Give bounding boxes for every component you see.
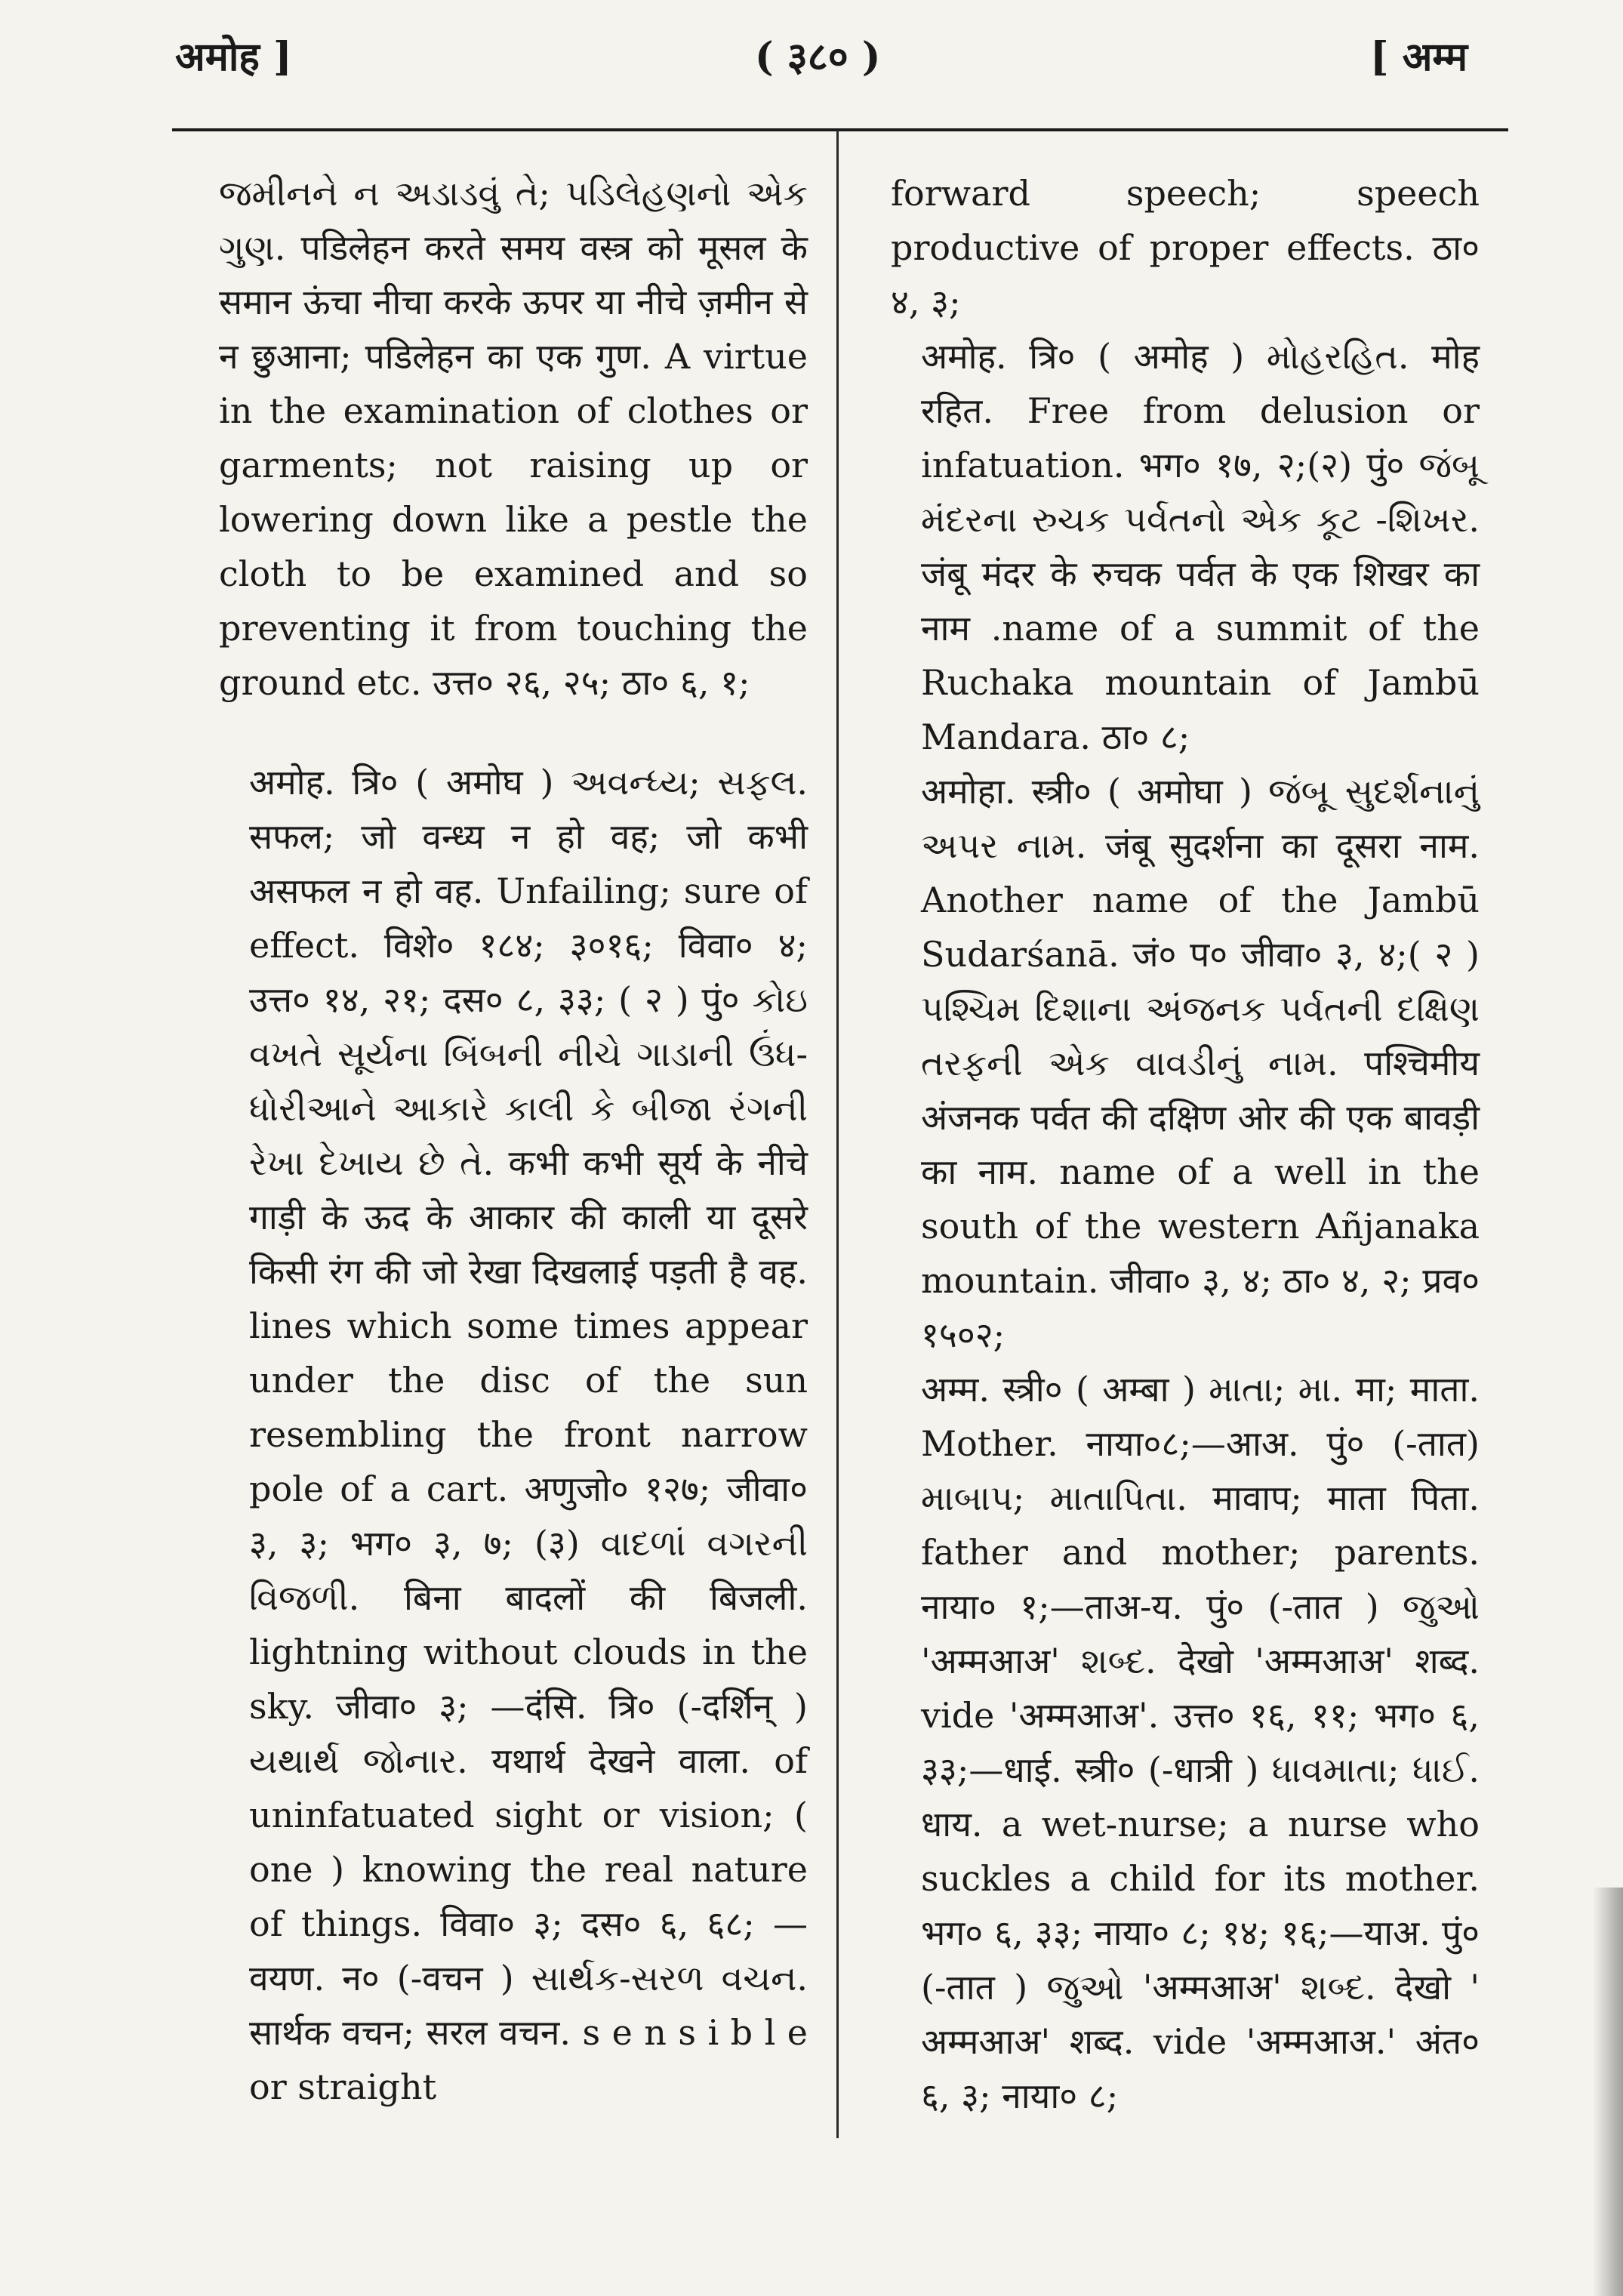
entry-amma: अम्म. स्त्री० ( अम्बा ) માતા; મા. मा; माता. Mother. नाया०८;—आअ. पुं० (-तात) માબાપ; માતાપિતા. मावाप; माता पिता. father and mother; parents. नाया० १;—ताअ-य. पुं० (-तात ) જુઓ 'अम्मआअ' શબ્દ. देखो 'अम्मआअ' शब्द. vide 'अम्मआअ'. उत्त० १६, ११; भग० ६, ३३;—धाई. स्त्री० (-धात्री ) ધાવમાતા; ધાઈ. धाय. a wet-nurse; a nurse who suckles a child for its mother. भग० ६, ३३; नाया० ८; १४; १६;—याअ. पुं० (-तात ) જુઓ 'अम्मआअ' શબ્દ. देखो ' अम्मआअ' शब्द. vide 'अम्मआअ.' अंत० ६, ३; नाया० ८; <box>921 1369 1480 2116</box>
left-column <box>219 166 808 2114</box>
page-header <box>0 0 1623 121</box>
header-page-number: ( ३८० ) <box>755 34 881 80</box>
page-edge-shadow <box>1593 1888 1623 2296</box>
entry-amoha-2: अमोह. त्रि० ( अमोह ) મોહરહિત. मोह रहित. Free from delusion or infatuation. भग० १७, २;(२) पुं० જંબૂ મંદરના રુચક પર્વતનો એક કૂટ -શિખર. जंबू मंदर के रुचक पर्वत के एक शिखर का नाम .name of a summit of the Ruchaka mountain of Jambū Mandara. ठा० ८; <box>921 336 1480 757</box>
header-right-guideword: [ अम्म <box>1370 34 1468 80</box>
header-rule <box>172 128 1508 131</box>
entry-gap <box>219 710 808 755</box>
column-divider <box>836 130 839 2138</box>
entry-amoha-feminine: अमोहा. स्त्री० ( अमोघा ) જંબૂ સુદર્શનાનું અપર નામ. जंबू सुदर्शना का दूसरा नाम. Another name of the Jambū Sudarśanā. जं० प० जीवा० ३, ४;( २ ) પશ્ચિમ દિશાના અંજનક પર્વતની દક્ષિણ તરફની એક વાવડીનું નામ. पश्चिमीय अंजनक पर्वत की दक्षिण ओर की एक बावड़ी का नाम. name of a well in the south of the western Añjanaka mountain. जीवा० ३, ४; ठा० ४, २; प्रव० १५०२; <box>921 771 1480 1355</box>
header-left-guideword: अमोह ] <box>175 34 292 80</box>
entry-continuation-right: forward speech; speech productive of proper effects. ठा० ४, ३; <box>891 173 1480 322</box>
right-column <box>891 166 1480 2123</box>
entry-continuation-left: જમીનને ન અડાડવું તે; પડિલેહણનો એક ગુણ. पडिलेहन करते समय वस्त्र को मूसल के समान ऊंचा नीचा करके ऊपर या नीचे ज़मीन से न छुआना; पडिलेहन का एक गुण. A virtue in the examination of clothes or garments; not raising up or lowering down like a pestle the cloth to be examined and so preventing it from touching the ground etc. उत्त० २६, २५; ठा० ६, १; <box>219 173 808 703</box>
entry-amoha: अमोह. त्रि० ( अमोघ ) અવન્ધ્ય; સફલ. सफल; जो वन्ध्य न हो वह; जो कभी असफल न हो वह. Unfailing; sure of effect. विशे० १८४; ३०१६; विवा० ४; उत्त० १४, २१; दस० ८, ३३; ( २ ) पुं० કોઇ વખતે સૂર્યના બિંબની નીચે ગાડાની ઉંધ-ધોરીઆને આકારે કાલી કે બીજા રંગની રેખા દેખાય છે તે. कभी कभी सूर्य के नीचे गाड़ी के ऊद के आकार की काली या दूसरे किसी रंग की जो रेखा दिखलाई पड़ती है वह. lines which some times appear under the disc of the sun resembling the front narrow pole of a cart. अणुजो० १२७; जीवा० ३, ३; भग० ३, ७; (३) વાદળાં વગરની વિજળી. बिना बादलों की बिजली. lightning without clouds in the sky. जीवा० ३; —दंसि. त्रि० (-दर्शिन् ) યથાર્થ જોનાર. यथार्थ देखने वाला. of uninfatuated sight or vision; ( one ) knowing the real nature of things. विवा० ३; दस० ६, ६८; —वयण. न० (-वचन ) સાર્થક-સરળ વચન. सार्थक वचन; सरल वचन. s e n s i b l e or straight <box>249 762 808 2107</box>
